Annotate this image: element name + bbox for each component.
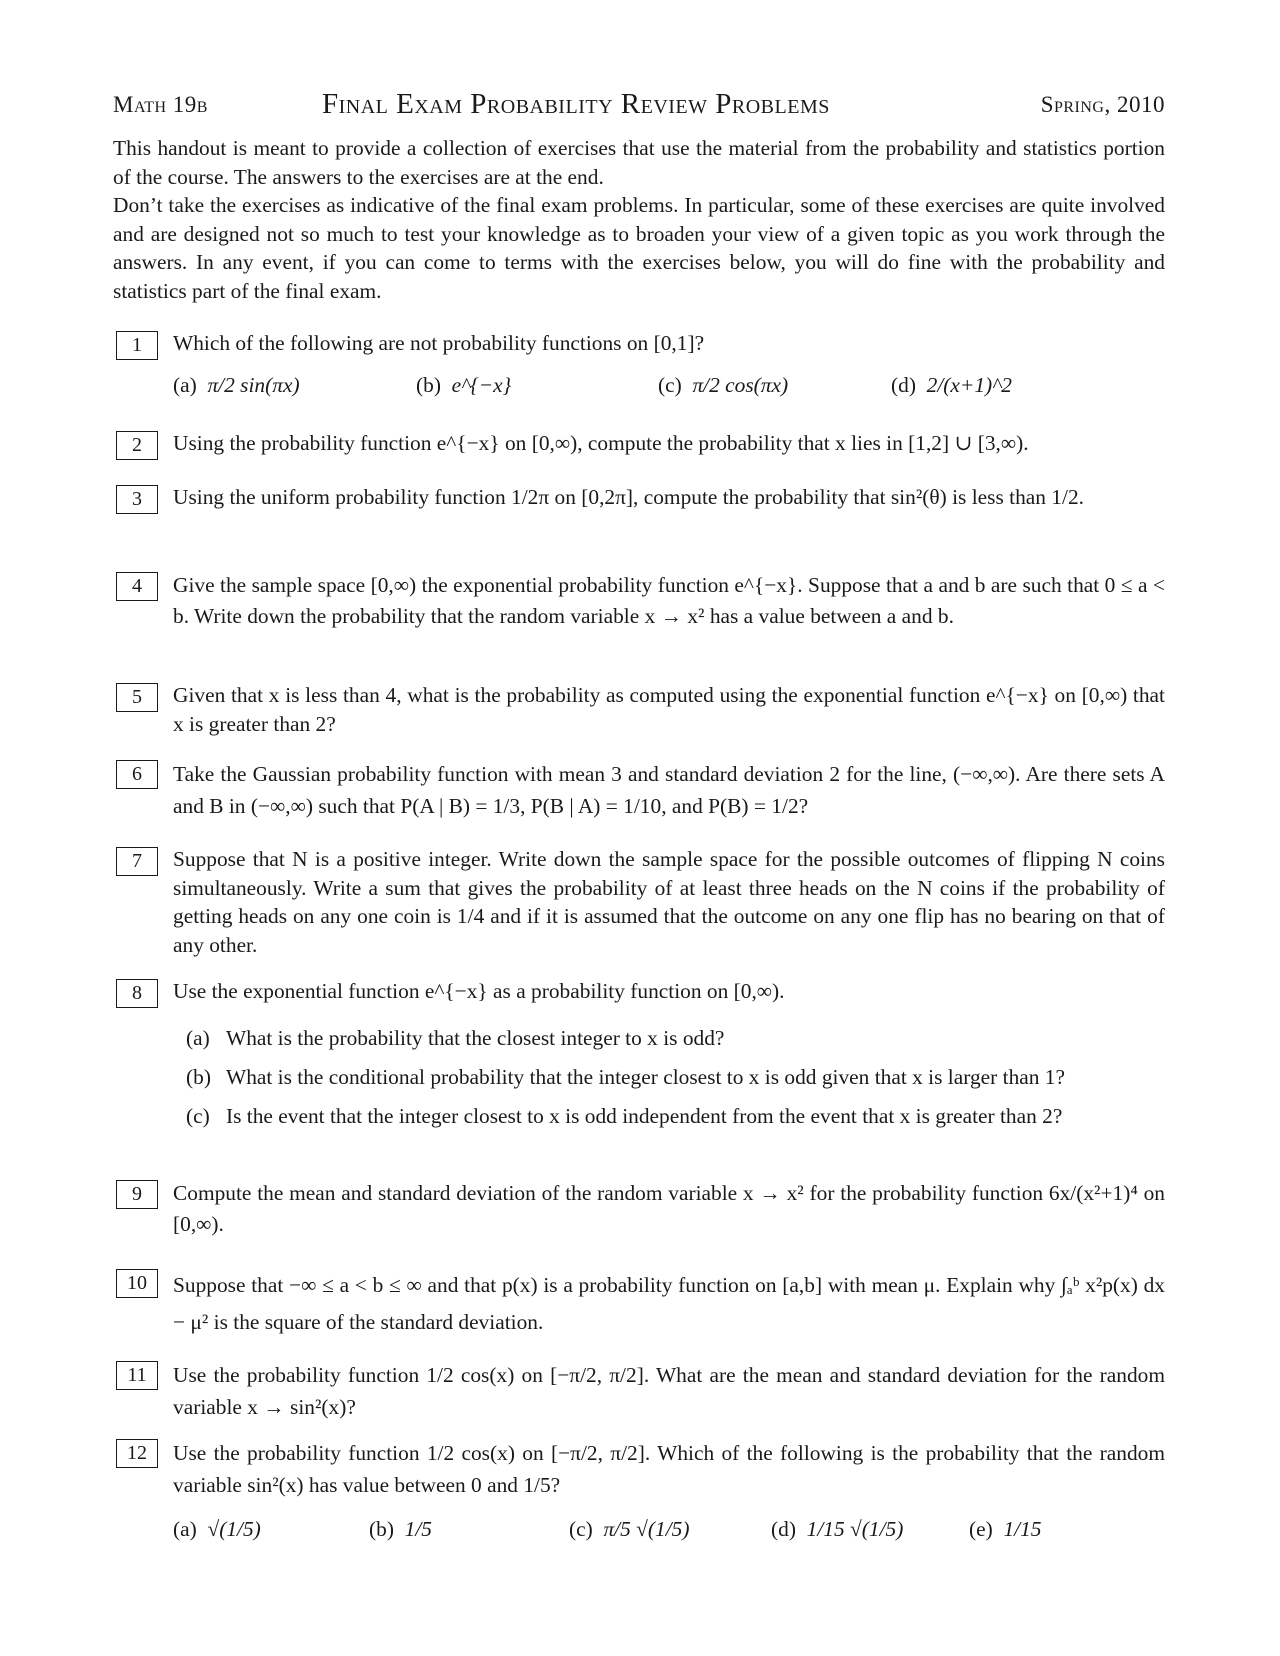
- problem-number: 3: [116, 485, 158, 514]
- choice-label: (c): [658, 373, 682, 397]
- choice-expr: 2/(x+1)^2: [926, 373, 1012, 397]
- choice-a: [173, 371, 300, 400]
- choices: [173, 1515, 1165, 1555]
- choice-expr: √(1/5): [207, 1517, 261, 1541]
- choice-expr: π/2 sin(πx): [207, 373, 300, 397]
- choice-a: [173, 1515, 261, 1544]
- choice-label: (c): [569, 1517, 593, 1541]
- problem-text: Suppose that −∞ ≤ a < b ≤ ∞ and that p(x) is a probability function on [a,b] with mean μ. Explain why ∫ₐᵇ x²p(x) dx − μ² is the square of the standard deviation.: [173, 1273, 1165, 1334]
- subpart-text: What is the conditional probability that the integer closest to x is odd given that x is larger than 1?: [226, 1065, 1065, 1089]
- intro-paragraph-1: This handout is meant to provide a collection of exercises that use the material from the probability and statistics portion of the course. The answers to the exercises are at the end.: [113, 136, 1165, 189]
- subpart-text: What is the probability that the closest integer to x is odd?: [226, 1026, 725, 1050]
- problem-text: Using the uniform probability function 1/2π on [0,2π], compute the probability that sin²(θ) is less than 1/2.: [173, 485, 1084, 509]
- problem-number: 4: [116, 572, 158, 601]
- problem-number: 5: [116, 683, 158, 712]
- problem-text: Use the probability function 1/2 cos(x) on [−π/2, π/2]. Which of the following is the probability that the random variable sin²(x) has value between 0 and 1/5?: [173, 1441, 1165, 1497]
- choice-label: (d): [771, 1517, 796, 1541]
- page-title: Final Exam Probability Review Problems: [322, 88, 830, 120]
- choice-expr: 1/15 √(1/5): [806, 1517, 904, 1541]
- problem-number: 2: [116, 431, 158, 460]
- problem-text: Give the sample space [0,∞) the exponential probability function e^{−x}. Suppose that a and b are such that 0 ≤ a < b. Write down the probability that the random variable x → x² has a value between a and b.: [173, 573, 1165, 628]
- problem-number: 7: [116, 847, 158, 876]
- choice-c: [569, 1515, 689, 1544]
- choice-c: [658, 371, 788, 400]
- problem-text: Use the probability function 1/2 cos(x) on [−π/2, π/2]. What are the mean and standard deviation for the random variable x → sin²(x)?: [173, 1363, 1165, 1419]
- subpart-label: (a): [186, 1026, 210, 1050]
- choice-label: (b): [416, 373, 441, 397]
- choice-expr: 1/5: [404, 1517, 432, 1541]
- choice-expr: 1/15: [1003, 1517, 1042, 1541]
- choice-b: [369, 1515, 432, 1544]
- problem-number: 1: [116, 331, 158, 360]
- problem-number: 11: [116, 1361, 158, 1390]
- term: Spring, 2010: [1040, 92, 1165, 117]
- subpart-label: (c): [186, 1104, 210, 1128]
- choice-label: (a): [173, 373, 197, 397]
- problem-number: 10: [116, 1269, 158, 1298]
- choices: [173, 371, 1165, 411]
- choice-expr: π/5 √(1/5): [603, 1517, 690, 1541]
- choice-label: (b): [369, 1517, 394, 1541]
- choice-expr: π/2 cos(πx): [692, 373, 789, 397]
- problem-text: Compute the mean and standard deviation of the random variable x → x² for the probability function 6x/(x²+1)⁴ on [0,∞).: [173, 1181, 1165, 1236]
- choice-d: [771, 1515, 903, 1544]
- problem-text: Use the exponential function e^{−x} as a probability function on [0,∞).: [173, 979, 785, 1003]
- intro-paragraph-2: Don’t take the exercises as indicative of the final exam problems. In particular, some of these exercises are quite involved and are designed not so much to test your knowledge as to broaden your view of a given topic as you work through the answers. In any event, if you can come to terms with the exercises below, you will do fine with the probability and statistics part of the final exam.: [113, 193, 1165, 303]
- problem-number: 6: [116, 760, 158, 789]
- problem-text: Which of the following are not probability functions on [0,1]?: [173, 331, 705, 355]
- intro: [113, 134, 1165, 305]
- page-header: [113, 88, 1165, 128]
- choice-label: (a): [173, 1517, 197, 1541]
- problem-text: Using the probability function e^{−x} on [0,∞), compute the probability that x lies in [1,2] ∪ [3,∞).: [173, 431, 1029, 455]
- problem-text: Suppose that N is a positive integer. Write down the sample space for the possible outcomes of flipping N coins simultaneously. Write a sum that gives the probability of at least three heads on the N coins if the probability of getting heads on any one coin is 1/4 and if it is assumed that the outcome on any one flip has no bearing on that of any other.: [173, 847, 1165, 957]
- problem-text: Given that x is less than 4, what is the probability as computed using the exponential function e^{−x} on [0,∞) that x is greater than 2?: [173, 683, 1165, 736]
- choice-d: [891, 371, 1012, 400]
- choice-expr: e^{−x}: [451, 373, 512, 397]
- choice-label: (d): [891, 373, 916, 397]
- subpart-text: Is the event that the integer closest to x is odd independent from the event that x is greater than 2?: [226, 1104, 1063, 1128]
- problem-number: 12: [116, 1439, 158, 1468]
- choice-e: [969, 1515, 1041, 1544]
- problem-text: Take the Gaussian probability function with mean 3 and standard deviation 2 for the line, (−∞,∞). Are there sets A and B in (−∞,∞) such that P(A | B) = 1/3, P(B | A) = 1/10, and P(B) = 1/2?: [173, 762, 1165, 818]
- problem-number: 9: [116, 1180, 158, 1209]
- problem-number: 8: [116, 979, 158, 1008]
- choice-b: [416, 371, 511, 400]
- subpart-label: (b): [186, 1065, 211, 1089]
- choice-label: (e): [969, 1517, 993, 1541]
- course-name: Math 19b: [113, 92, 208, 117]
